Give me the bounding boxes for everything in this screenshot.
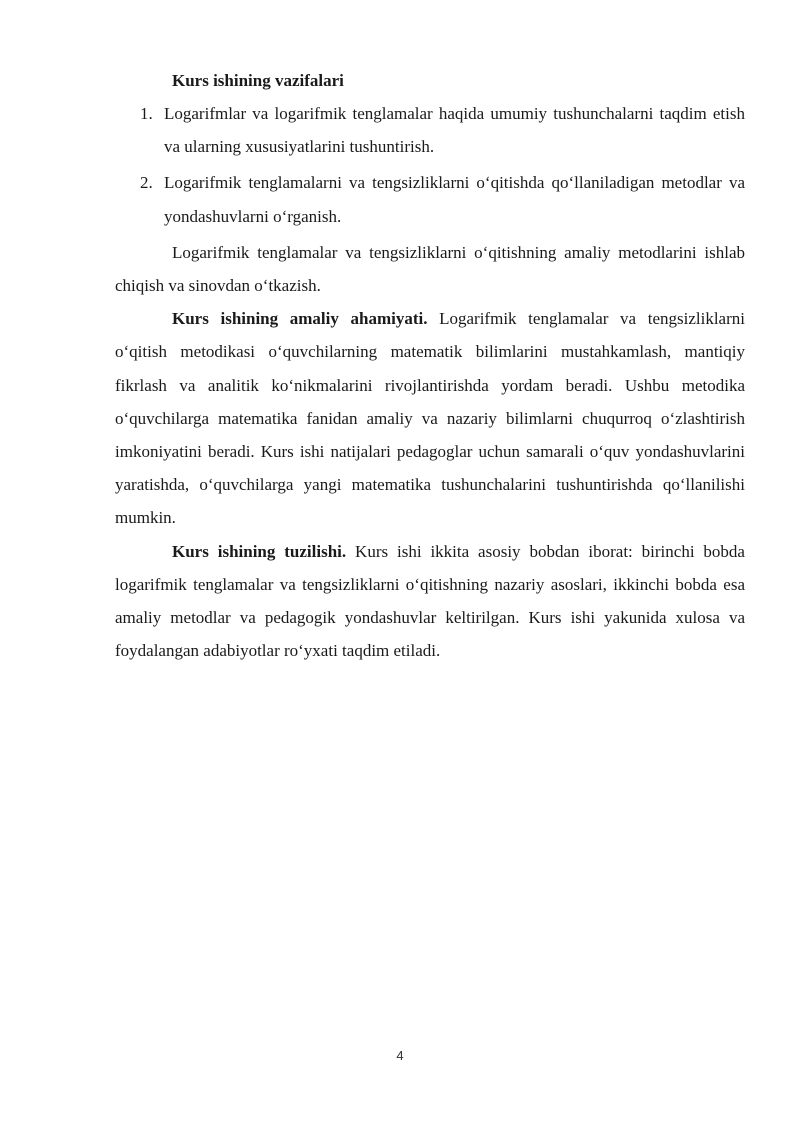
section-heading: Kurs ishining vazifalari (172, 71, 344, 90)
list-item (115, 97, 745, 163)
paragraph-methods: Logarifmik tenglamalar va tengsizliklarni o‘qitishning amaliy metodlarini ishlab chiqish va sinovdan o‘tkazish. (115, 242, 745, 296)
list-item-number: 1. (140, 104, 153, 123)
paragraph-structure (115, 535, 745, 668)
task-list (115, 97, 745, 233)
page-content (115, 64, 745, 667)
list-item-text: Logarifmik tenglamalarni va tengsizliklarni o‘qitishda qo‘llaniladigan metodlar va yondashuvlarni o‘rganish. (164, 173, 745, 226)
practical-text: Logarifmik tenglamalar va tengsizliklarni o‘qitish metodikasi o‘quvchilarning matematik bilimlarini mustahkamlash, mantiqiy fikrlash va analitik ko‘nikmalarini rivojlantirishda yordam beradi. Ushbu metodika o‘quvchilarga matematika fanidan amaliy va nazariy bilimlarni chuqurroq o‘zlashtirish imkoniyatini beradi. Kurs ishi natijalari pedagoglar uchun samarali o‘quv yondashuvlarini yaratishda, o‘quvchilarga yangi matematika tushunchalarini tushuntirishda qo‘llanilishi mumkin. (115, 309, 745, 528)
list-item (115, 166, 745, 232)
paragraph-practical-significance (115, 302, 745, 534)
page-number: 4 (396, 1048, 404, 1063)
structure-lead: Kurs ishining tuzilishi. (172, 541, 347, 561)
practical-lead: Kurs ishining amaliy ahamiyati. (172, 309, 428, 329)
list-item-text: Logarifmlar va logarifmik tenglamalar haqida umumiy tushunchalarni taqdim etish va ularning xususiyatlarini tushuntirish. (164, 104, 745, 157)
structure-text: Kurs ishi ikkita asosiy bobdan iborat: birinchi bobda logarifmik tenglamalar va tengsizliklarni o‘qitishning nazariy asoslari, ikkinchi bobda esa amaliy metodlar va pedagogik yondashuvlar keltirilgan. Kurs ishi yakunida xulosa va foydalangan adabiyotlar ro‘yxati taqdim etiladi. (115, 541, 745, 661)
list-item-number: 2. (140, 173, 153, 193)
